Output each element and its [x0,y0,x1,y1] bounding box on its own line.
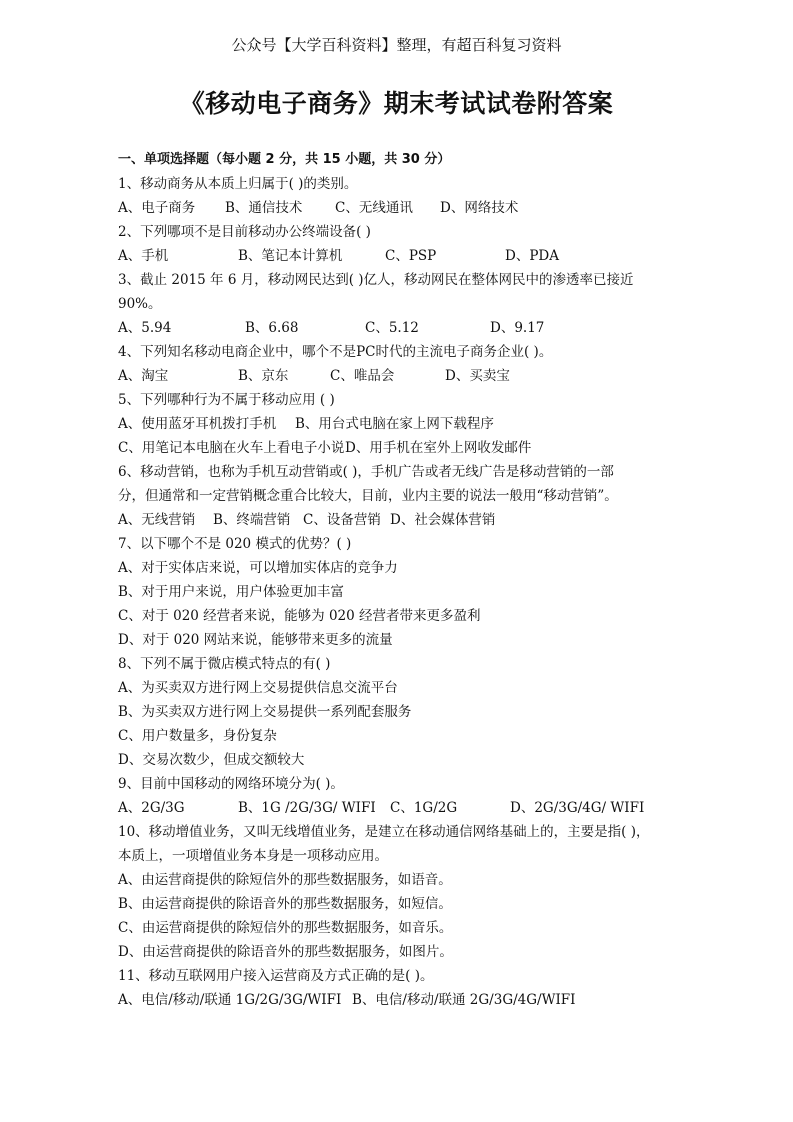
line-text: C、用户数量多，身份复杂 [118,728,277,744]
option-text: D、9.17 [490,320,545,336]
option-text: B、京东 [238,368,289,384]
option-text: D、2G/3G/4G/ WIFI [510,800,645,816]
option-text: B、用台式电脑在家上网下载程序 [295,416,494,432]
line-text: 本质上，一项增值业务本身是一项移动应用。 [118,848,388,864]
option-text: D、买卖宝 [445,368,510,384]
line-text: A、为买卖双方进行网上交易提供信息交流平台 [118,680,398,696]
document-title: 《移动电子商务》期末考试试卷附答案 [179,89,614,118]
option-text: C、设备营销 [303,512,381,528]
option-text: A、手机 [118,248,169,264]
option-text: B、1G /2G/3G/ WIFI [238,800,376,816]
line-text: 2、下列哪项不是目前移动办公终端设备( ) [118,224,371,240]
line-text: D、由运营商提供的除语音外的那些数据服务，如图片。 [118,944,453,960]
line-text: 分，但通常和一定营销概念重合比较大，目前，业内主要的说法一般用“移动营销”。 [118,488,618,504]
line-text: D、交易次数少，但成交额较大 [118,752,305,768]
option-text: B、电信/移动/联通 2G/3G/4G/WIFI [352,992,576,1008]
line-text: B、对于用户来说，用户体验更加丰富 [118,584,344,600]
line-text: 90%。 [118,296,162,312]
line-text: A、由运营商提供的除短信外的那些数据服务，如语音。 [118,872,452,888]
line-text: 3、截止 2015 年 6 月，移动网民达到( )亿人，移动网民在整体网民中的渗透率已接近 [118,272,634,288]
option-text: C、5.12 [365,320,419,336]
line-text: 6、移动营销，也称为手机互动营销或( )，手机广告或者无线广告是移动营销的一部 [118,464,614,480]
page-header: 公众号【大学百科资料】整理，有超百科复习资料 [231,36,562,54]
option-text: D、用手机在室外上网收发邮件 [345,440,532,456]
line-text: 5、下列哪种行为不属于移动应用 ( ) [118,392,335,408]
option-text: A、电子商务 [118,200,196,216]
option-text: B、通信技术 [225,200,303,216]
option-text: A、使用蓝牙耳机拨打手机 [118,416,277,432]
option-text: D、社会媒体营销 [390,512,496,528]
line-text: 一、单项选择题（每小题 2 分，共 15 小题，共 30 分） [118,152,451,167]
line-text: 10、移动增值业务，又叫无线增值业务，是建立在移动通信网络基础上的，主要是指( )， [118,824,650,840]
option-text: A、5.94 [118,320,172,336]
line-text: 9、目前中国移动的网络环境分为( )。 [118,776,344,792]
option-text: C、唯品会 [330,368,395,384]
option-text: A、无线营销 [118,512,196,528]
line-text: C、对于 020 经营者来说，能够为 020 经营者带来更多盈利 [118,608,481,624]
option-text: C、PSP [385,248,437,264]
option-text: A、2G/3G [118,800,185,816]
option-text: C、1G/2G [390,800,458,816]
option-text: B、终端营销 [213,512,291,528]
line-text: 7、以下哪个不是 020 模式的优势？( ) [118,536,352,552]
option-text: C、用笔记本电脑在火车上看电子小说 [118,440,345,456]
line-text: B、由运营商提供的除语音外的那些数据服务，如短信。 [118,896,452,912]
line-text: B、为买卖双方进行网上交易提供一系列配套服务 [118,704,412,720]
line-text: D、对于 020 网站来说，能够带来更多的流量 [118,632,393,648]
option-text: B、笔记本计算机 [238,248,343,264]
option-text: C、无线通讯 [335,200,413,216]
line-text: 4、下列知名移动电商企业中，哪个不是PC时代的主流电子商务企业( )。 [118,344,553,360]
option-text: B、6.68 [245,320,299,336]
option-text: A、电信/移动/联通 1G/2G/3G/WIFI [118,992,342,1008]
line-text: A、对于实体店来说，可以增加实体店的竞争力 [118,560,398,576]
option-text: D、PDA [505,248,559,264]
option-text: A、淘宝 [118,368,169,384]
line-text: 1、移动商务从本质上归属于( )的类别。 [118,176,358,192]
line-text: C、由运营商提供的除短信外的那些数据服务，如音乐。 [118,920,453,936]
option-text: D、网络技术 [440,200,519,216]
line-text: 8、下列不属于微店模式特点的有( ) [118,656,331,672]
line-text: 11、移动互联网用户接入运营商及方式正确的是( )。 [118,968,434,984]
